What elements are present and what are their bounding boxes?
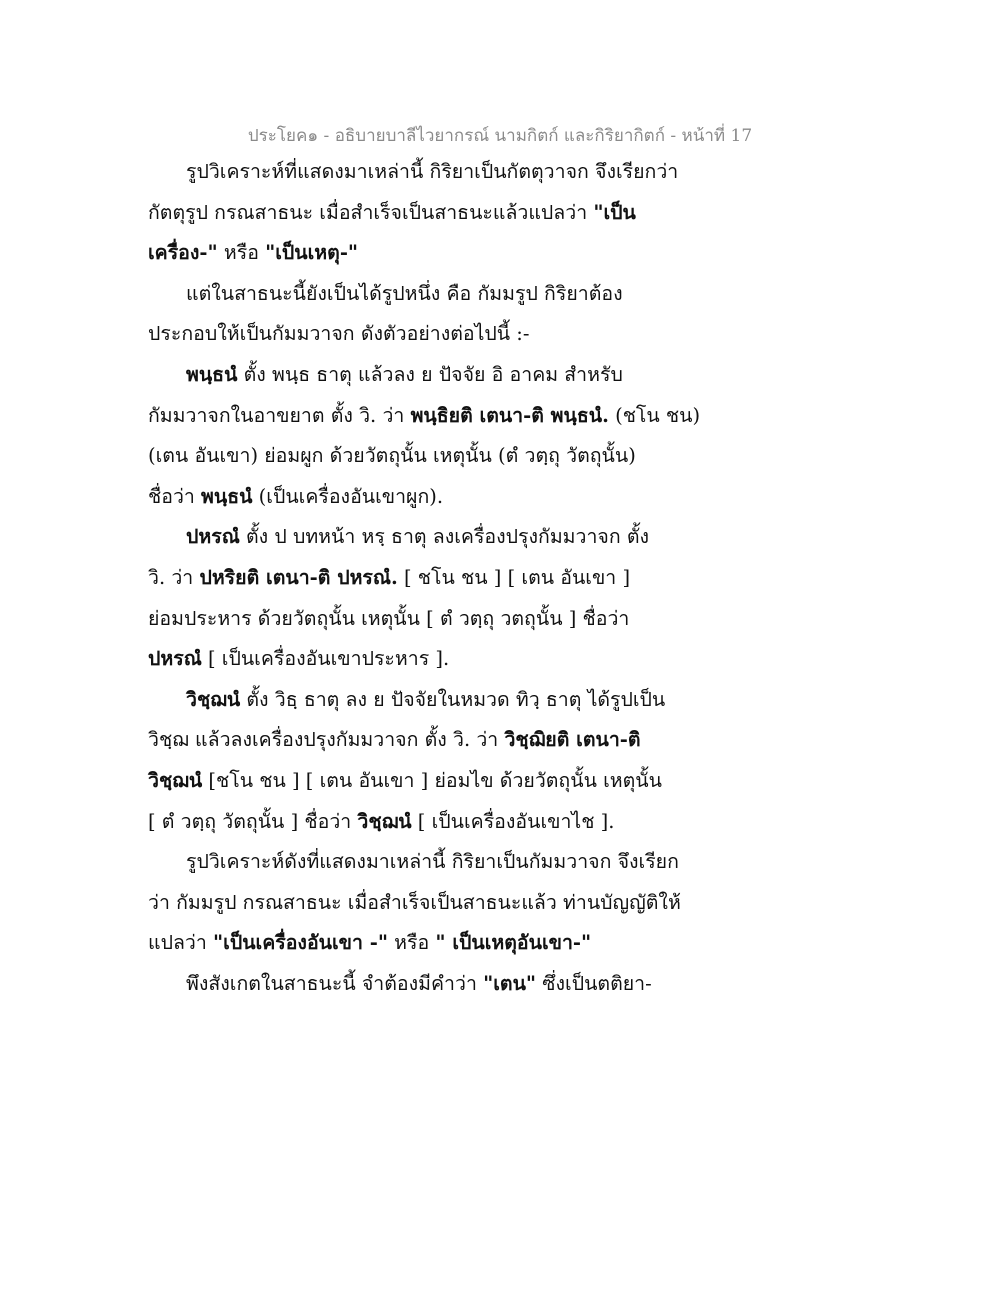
text-segment: [ เป็นเครื่องอันเขาไช ].: [411, 809, 615, 833]
text-segment: ว่า กัมมรูป กรณสาธนะ เมื่อสำเร็จเป็นสาธนะแล้ว ท่านบัญญัติให้: [148, 890, 681, 914]
text-segment: [ ชโน ชน ] [ เตน อันเขา ]: [397, 565, 631, 589]
text-line: [148, 923, 708, 964]
bold-term: " เป็นเหตุอันเขา-": [435, 931, 592, 955]
text-segment: หรือ: [387, 931, 436, 955]
text-line: [148, 396, 708, 437]
text-segment: (ชโน ชน): [608, 403, 701, 427]
bold-term: "เป็นเหตุ-": [265, 241, 359, 265]
text-segment: ซึ่งเป็นตติยา-: [536, 971, 652, 995]
text-segment: ตั้ง วิธฺ ธาตุ ลง ย ปัจจัยในหมวด ทิวฺ ธาตุ ได้รูปเป็น: [240, 687, 666, 711]
text-segment: รูปวิเคราะห์ดังที่แสดงมาเหล่านี้ กิริยาเป็นกัมมวาจก จึงเรียก: [186, 850, 679, 874]
text-line: [148, 883, 708, 924]
text-line: [148, 720, 708, 761]
text-line: [148, 599, 708, 640]
text-line: [148, 842, 708, 883]
text-line: [148, 477, 708, 518]
bold-term: วิชฺฌนํ: [186, 687, 241, 711]
text-line: [148, 152, 708, 193]
text-segment: [ เป็นเครื่องอันเขาประหาร ].: [201, 647, 450, 671]
text-segment: วิชฺฌ แล้วลงเครื่องปรุงกัมมวาจก ตั้ง วิ. ว่า: [148, 728, 505, 752]
bold-term: พนฺธนํ: [186, 362, 238, 386]
page-header: ประโยค๑ - อธิบายบาลีไวยากรณ์ นามกิตก์ และกิริยากิตก์ - หน้าที่ 17: [247, 126, 753, 146]
bold-term: พนฺธิยติ เตนา-ติ พนฺธนํ.: [410, 403, 609, 427]
text-line: [148, 680, 708, 721]
text-segment: กัตตุรูป กรณสาธนะ เมื่อสำเร็จเป็นสาธนะแล้วแปลว่า: [148, 200, 594, 224]
text-segment: ประกอบให้เป็นกัมมวาจก ดังตัวอย่างต่อไปนี้ :-: [148, 322, 530, 346]
text-segment: หรือ: [217, 241, 266, 265]
text-segment: (เป็นเครื่องอันเขาผูก).: [252, 484, 444, 508]
bold-term: ปหรณํ: [148, 647, 202, 671]
text-segment: วิ. ว่า: [148, 565, 200, 589]
bold-term: วิชฺฌนํ: [357, 809, 412, 833]
bold-term: ปหรณํ: [186, 525, 240, 549]
text-segment: พึงสังเกตในสาธนะนี้ จำต้องมีคำว่า: [186, 971, 484, 995]
bold-term: พนฺธนํ: [201, 484, 253, 508]
text-segment: [ ตํ วตฺถุ วัตถุนั้น ] ชื่อว่า: [148, 809, 358, 833]
text-line: [148, 355, 708, 396]
bold-term: ปหริยติ เตนา-ติ ปหรณํ.: [199, 565, 398, 589]
text-line: [148, 964, 708, 1005]
text-segment: กัมมวาจกในอาขยาต ตั้ง วิ. ว่า: [148, 403, 411, 427]
bold-term: วิชฺฌิยติ เตนา-ติ: [504, 728, 641, 752]
bold-term: "เป็นเครื่องอันเขา -": [213, 931, 388, 955]
text-segment: ย่อมประหาร ด้วยวัตถุนั้น เหตุนั้น [ ตํ วตฺถุ วตถุนั้น ] ชื่อว่า: [148, 606, 630, 630]
text-line: [148, 802, 708, 843]
text-line: [148, 761, 708, 802]
text-line: [148, 233, 708, 274]
bold-term: "เตน": [483, 971, 537, 995]
text-segment: แต่ในสาธนะนี้ยังเป็นได้รูปหนึ่ง คือ กัมมรูป กิริยาต้อง: [186, 281, 623, 305]
text-line: [148, 639, 708, 680]
bold-term: วิชฺฌนํ: [148, 768, 203, 792]
document-body: [148, 152, 708, 1004]
text-segment: ตั้ง ป บทหน้า หรฺ ธาตุ ลงเครื่องปรุงกัมมวาจก ตั้ง: [239, 525, 650, 549]
bold-term: "เป็น: [593, 200, 636, 224]
text-segment: ชื่อว่า: [148, 484, 202, 508]
text-segment: แปลว่า: [148, 931, 213, 955]
text-segment: (เตน อันเขา) ย่อมผูก ด้วยวัตถุนั้น เหตุนั้น (ตํ วตฺถุ วัตถุนั้น): [148, 444, 636, 468]
text-line: [148, 274, 708, 315]
text-line: [148, 436, 708, 477]
text-line: [148, 558, 708, 599]
text-segment: รูปวิเคราะห์ที่แสดงมาเหล่านี้ กิริยาเป็นกัตตุวาจก จึงเรียกว่า: [186, 160, 679, 183]
bold-term: เครื่อง-": [148, 241, 218, 265]
text-segment: ตั้ง พนฺธ ธาตุ แล้วลง ย ปัจจัย อิ อาคม สำหรับ: [237, 362, 623, 386]
text-line: [148, 517, 708, 558]
text-segment: [ชโน ชน ] [ เตน อันเขา ] ย่อมไข ด้วยวัตถุนั้น เหตุนั้น: [202, 768, 662, 792]
text-line: [148, 314, 708, 355]
text-line: [148, 193, 708, 234]
